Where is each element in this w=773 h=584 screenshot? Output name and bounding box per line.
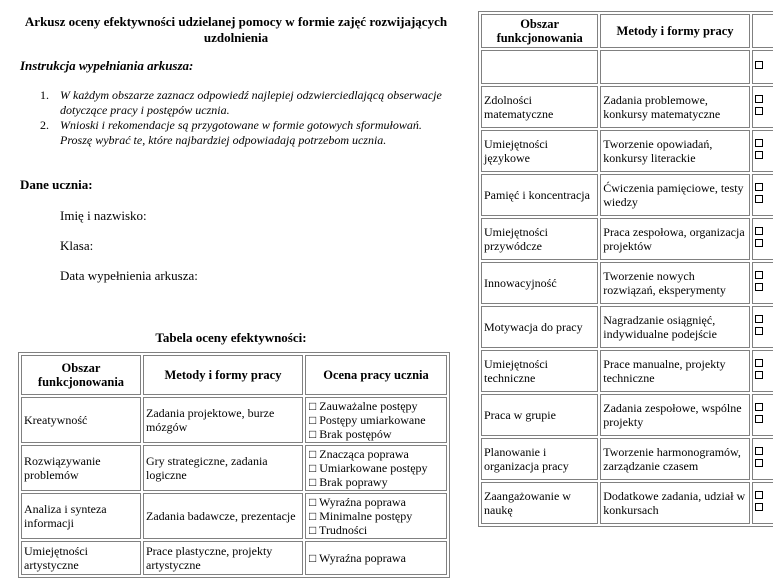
checkbox[interactable]: [755, 403, 763, 411]
table-row: [481, 218, 773, 260]
table-row: [481, 306, 773, 348]
table-row: [481, 438, 773, 480]
checkbox[interactable]: [755, 227, 763, 235]
methods-cell: [600, 50, 750, 84]
methods-cell: Prace plastyczne, projekty artystyczne: [143, 541, 303, 575]
rating-options[interactable]: [305, 445, 447, 491]
rating-options[interactable]: [752, 130, 773, 172]
methods-cell: Zadania projektowe, burze mózgów: [143, 397, 303, 443]
methods-cell: Ćwiczenia pamięciowe, testy wiedzy: [600, 174, 750, 216]
rating-options[interactable]: [752, 86, 773, 128]
checkbox[interactable]: [755, 415, 763, 423]
area-cell: Praca w grupie: [481, 394, 598, 436]
table-row: [481, 350, 773, 392]
rating-option[interactable]: □ Znacząca poprawa: [309, 447, 409, 461]
area-cell: Motywacja do pracy: [481, 306, 598, 348]
table-row: [481, 174, 773, 216]
methods-cell: Zadania zespołowe, wspólne projekty: [600, 394, 750, 436]
rating-option[interactable]: □ Umiarkowane postępy: [309, 461, 428, 475]
rating-option[interactable]: □ Brak postępów: [309, 427, 392, 441]
rating-options[interactable]: [305, 493, 447, 539]
checkbox[interactable]: [755, 315, 763, 323]
area-cell: Umiejętności językowe: [481, 130, 598, 172]
checkbox[interactable]: [755, 139, 763, 147]
field-name-label: Imię i nazwisko:: [60, 208, 147, 223]
table-row: [21, 493, 447, 539]
checkbox[interactable]: [755, 107, 763, 115]
field-date-label: Data wypełnienia arkusza:: [60, 268, 198, 283]
checkbox[interactable]: [755, 95, 763, 103]
methods-cell: Zadania problemowe, konkursy matematyczne: [600, 86, 750, 128]
field-class-label: Klasa:: [60, 238, 94, 253]
rating-options[interactable]: [305, 397, 447, 443]
area-cell: Planowanie i organizacja pracy: [481, 438, 598, 480]
area-cell: Rozwiązywanie problemów: [21, 445, 141, 491]
area-cell: Analiza i synteza informacji: [21, 493, 141, 539]
checkbox[interactable]: [755, 327, 763, 335]
table-row: [481, 262, 773, 304]
checkbox[interactable]: [755, 447, 763, 455]
rating-option[interactable]: □ Trudności: [309, 523, 368, 537]
area-cell: Umiejętności przywódcze: [481, 218, 598, 260]
rating-options[interactable]: [752, 438, 773, 480]
checkbox[interactable]: [755, 151, 763, 159]
rating-options[interactable]: [752, 50, 773, 84]
rating-options[interactable]: [305, 541, 447, 575]
area-cell: Kreatywność: [21, 397, 141, 443]
area-cell: Umiejętności techniczne: [481, 350, 598, 392]
checkbox[interactable]: [755, 371, 763, 379]
table-row: [21, 397, 447, 443]
area-cell: Pamięć i koncentracja: [481, 174, 598, 216]
rating-option[interactable]: □ Wyraźna poprawa: [309, 495, 406, 509]
document-title: Arkusz oceny efektywności udzielanej pomocy w formie zajęć rozwijających uzdolnienia: [24, 14, 448, 45]
rating-option[interactable]: □ Brak poprawy: [309, 475, 388, 489]
checkbox[interactable]: [755, 183, 763, 191]
table-row: [21, 541, 447, 575]
rating-options[interactable]: [752, 394, 773, 436]
rating-options[interactable]: [752, 218, 773, 260]
area-cell: Umiejętności artystyczne: [21, 541, 141, 575]
methods-cell: Zadania badawcze, prezentacje: [143, 493, 303, 539]
student-data-heading: Dane ucznia:: [20, 177, 93, 192]
rating-options[interactable]: [752, 174, 773, 216]
instructions-heading: Instrukcja wypełniania arkusza:: [20, 58, 194, 73]
methods-cell: Gry strategiczne, zadania logiczne: [143, 445, 303, 491]
rating-option[interactable]: □ Minimalne postępy: [309, 509, 413, 523]
area-cell: [481, 50, 598, 84]
checkbox[interactable]: [755, 491, 763, 499]
table-caption: Tabela oceny efektywności:: [155, 330, 307, 345]
column-header-rating: Ocena pracy ucznia: [305, 355, 447, 395]
column-header-rating: [752, 14, 773, 48]
checkbox[interactable]: [755, 195, 763, 203]
area-cell: Zaangażowanie w naukę: [481, 482, 598, 524]
instruction-item: 1. W każdym obszarze zaznacz odpowiedź najlepiej odzwierciedlającą obserwacje dotyczące pracy i postępów ucznia.: [40, 88, 442, 117]
column-header-area: Obszar funkcjonowania: [481, 14, 598, 48]
checkbox[interactable]: [755, 283, 763, 291]
area-cell: Zdolności matematyczne: [481, 86, 598, 128]
methods-cell: Tworzenie nowych rozwiązań, eksperymenty: [600, 262, 750, 304]
table-row: [481, 50, 773, 84]
checkbox[interactable]: [755, 239, 763, 247]
checkbox[interactable]: [755, 271, 763, 279]
checkbox[interactable]: [755, 61, 763, 69]
table-row: [481, 130, 773, 172]
area-cell: Innowacyjność: [481, 262, 598, 304]
table-row: [21, 445, 447, 491]
methods-cell: Dodatkowe zadania, udział w konkursach: [600, 482, 750, 524]
methods-cell: Nagradzanie osiągnięć, indywidualne podejście: [600, 306, 750, 348]
methods-cell: Prace manualne, projekty techniczne: [600, 350, 750, 392]
rating-options[interactable]: [752, 482, 773, 524]
table-row: [481, 86, 773, 128]
instruction-item: 2. Wnioski i rekomendacje są przygotowane w formie gotowych sformułowań. Proszę wybrać te, które najbardziej odpowiadają potrzebom ucznia.: [40, 118, 422, 147]
checkbox[interactable]: [755, 359, 763, 367]
methods-cell: Tworzenie harmonogramów, zarządzanie czasem: [600, 438, 750, 480]
methods-cell: Praca zespołowa, organizacja projektów: [600, 218, 750, 260]
table-row: [481, 482, 773, 524]
methods-cell: Tworzenie opowiadań, konkursy literackie: [600, 130, 750, 172]
column-header-methods: Metody i formy pracy: [143, 355, 303, 395]
rating-option[interactable]: □ Postępy umiarkowane: [309, 413, 426, 427]
column-header-methods: Metody i formy pracy: [600, 14, 750, 48]
table-row: [481, 394, 773, 436]
checkbox[interactable]: [755, 503, 763, 511]
checkbox[interactable]: [755, 459, 763, 467]
evaluation-table: [18, 352, 450, 578]
column-header-area: Obszar funkcjonowania: [21, 355, 141, 395]
rating-options[interactable]: [752, 306, 773, 348]
rating-options[interactable]: [752, 350, 773, 392]
rating-options[interactable]: [752, 262, 773, 304]
rating-option[interactable]: □ Zauważalne postępy: [309, 399, 418, 413]
evaluation-table-continued: [478, 11, 773, 527]
rating-option[interactable]: □ Wyraźna poprawa: [309, 551, 406, 565]
instructions-list: [20, 88, 445, 148]
